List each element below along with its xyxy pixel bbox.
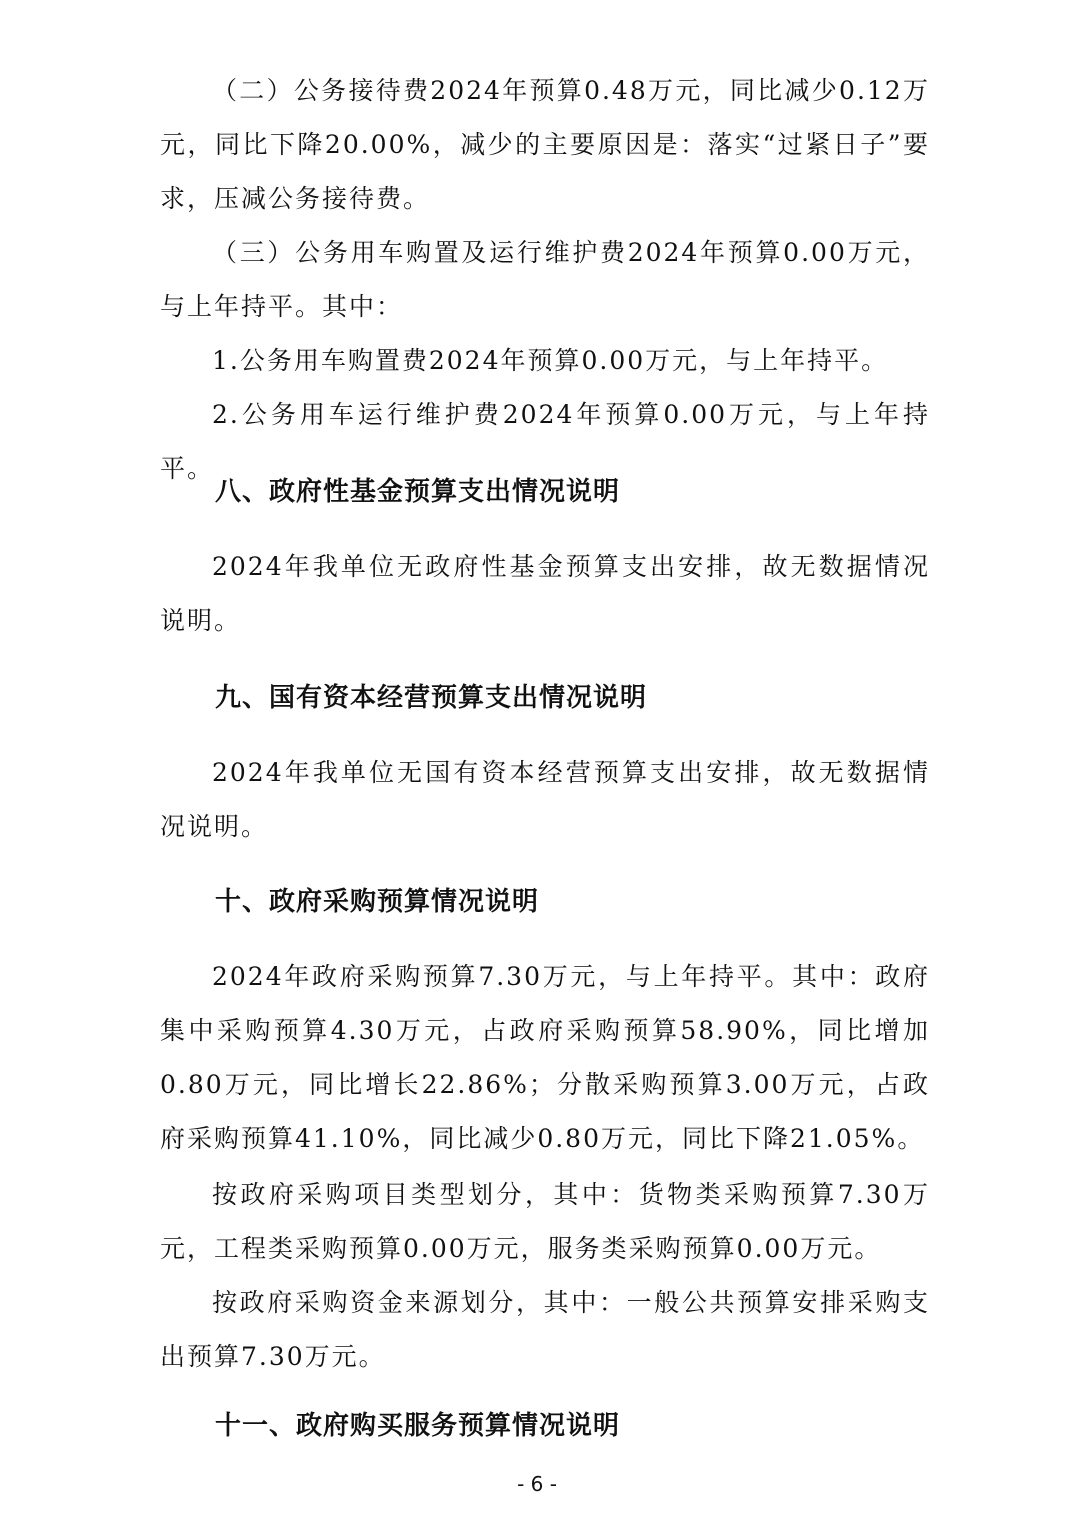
paragraph-vehicle-purchase: 1.公务用车购置费2024年预算0.00万元，与上年持平。 [212, 346, 889, 375]
paragraph-reception-fee: （二）公务接待费2024年预算0.48万元，同比减少0.12万元，同比下降20.00%，减少的主要原因是：落实“过紧日子”要求，压减公务接待费。 [160, 76, 930, 213]
paragraph-vehicle-fee: （三）公务用车购置及运行维护费2024年预算0.00万元，与上年持平。其中： [160, 238, 930, 321]
section-heading-state-capital: 九、国有资本经营预算支出情况说明 [215, 683, 648, 713]
paragraph-procurement-by-type: 按政府采购项目类型划分，其中：货物类采购预算7.30万元，工程类采购预算0.00万元，服务类采购预算0.00万元。 [160, 1180, 930, 1263]
paragraph-state-capital: 2024年我单位无国有资本经营预算支出安排，故无数据情况说明。 [160, 758, 930, 841]
paragraph-fund-budget: 2024年我单位无政府性基金预算支出安排，故无数据情况说明。 [160, 552, 930, 635]
paragraph-vehicle-maintenance: 2.公务用车运行维护费2024年预算0.00万元，与上年持平。 [160, 400, 930, 483]
section-heading-procurement: 十、政府采购预算情况说明 [215, 887, 540, 917]
paragraph-procurement-summary: 2024年政府采购预算7.30万元，与上年持平。其中：政府集中采购预算4.30万元，占政府采购预算58.90%，同比增加0.80万元，同比增长22.86%；分散采购预算3.00万元，占政府采购预算41.10%，同比减少0.80万元，同比下降21.05%。 [160, 962, 930, 1153]
paragraph-procurement-by-source: 按政府采购资金来源划分，其中：一般公共预算安排采购支出预算7.30万元。 [160, 1288, 930, 1371]
page-number: - 6 - [517, 1472, 557, 1496]
section-heading-service-purchase: 十一、政府购买服务预算情况说明 [215, 1411, 621, 1441]
section-heading-fund-budget: 八、政府性基金预算支出情况说明 [215, 477, 621, 507]
